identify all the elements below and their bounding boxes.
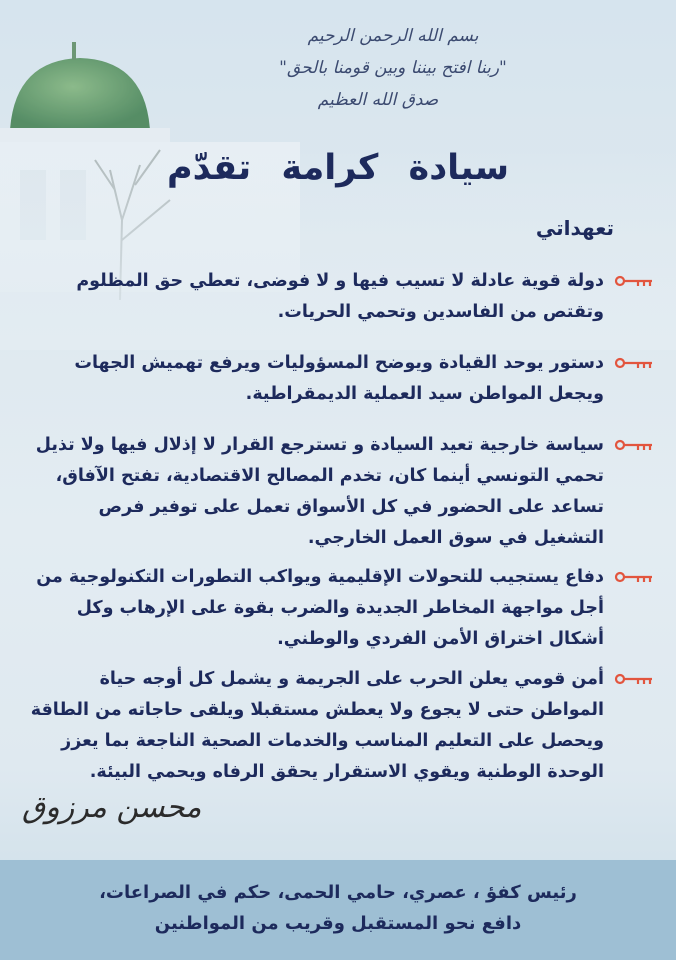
pledge-item [24, 664, 654, 788]
pledge-item [24, 348, 654, 410]
pledge-text: دولة قوية عادلة لا تسيب فيها و لا فوضى، تعطي حق المظلوم وتقتص من الفاسدين وتحمي الحريات. [76, 271, 604, 322]
pledge-item [24, 430, 654, 554]
footer-line-2: دافع نحو المستقبل وقريب من المواطنين [154, 913, 522, 934]
section-title: تعهداتي [535, 216, 614, 240]
pledge-text: سياسة خارجية تعيد السيادة و تسترجع القرار لا إذلال فيها ولا تذيل تحمي التونسي أينما كان، تخدم المصالح الاقتصادية، تفتح الآفاق، تساعد على الحضور في كل الأسواق تعمل على توفير فرص التشغيل في سوق العمل الخارجي. [35, 435, 604, 548]
signature: محسن مرزوق [22, 790, 202, 825]
key-bullet-icon [614, 272, 654, 290]
pledge-item [24, 266, 654, 328]
quran-verse: "ربنا افتح بيننا وبين قومنا بالحق" [279, 58, 507, 78]
footer-banner [0, 860, 676, 960]
key-bullet-icon [614, 354, 654, 372]
page-title: سيادة كرامة تقدّم [166, 148, 510, 188]
pledge-item [24, 562, 654, 655]
pledge-text: دفاع يستجيب للتحولات الإقليمية ويواكب التطورات التكنولوجية من أجل مواجهة المخاطر الجديدة والضرب بقوة على الإرهاب وكل أشكال اختراق الأمن الفردي والوطني. [36, 567, 604, 649]
pledge-text: دستور يوحد القيادة ويوضح المسؤوليات ويرفع تهميش الجهات ويجعل المواطن سيد العملية الديمقراطية. [74, 353, 604, 404]
key-bullet-icon [614, 436, 654, 454]
sadaqa-text: صدق الله العظيم [317, 90, 439, 110]
key-bullet-icon [614, 670, 654, 688]
pledge-text: أمن قومي يعلن الحرب على الجريمة و يشمل كل أوجه حياة المواطن حتى لا يجوع ولا يعطش مستقبلا ويلقى حاجاته من الطاقة ويحصل على التعليم المناسب والخدمات الصحية الناجعة بما يعزز الوحدة الوطنية ويقوي الاستقرار يحقق الرفاه ويحمي البيئة. [30, 669, 604, 782]
basmala-text: بسم الله الرحمن الرحيم [307, 26, 479, 46]
key-bullet-icon [614, 568, 654, 586]
footer-line-1: رئيس كفؤ ، عصري، حامي الحمى، حكم في الصراعات، [99, 882, 577, 903]
